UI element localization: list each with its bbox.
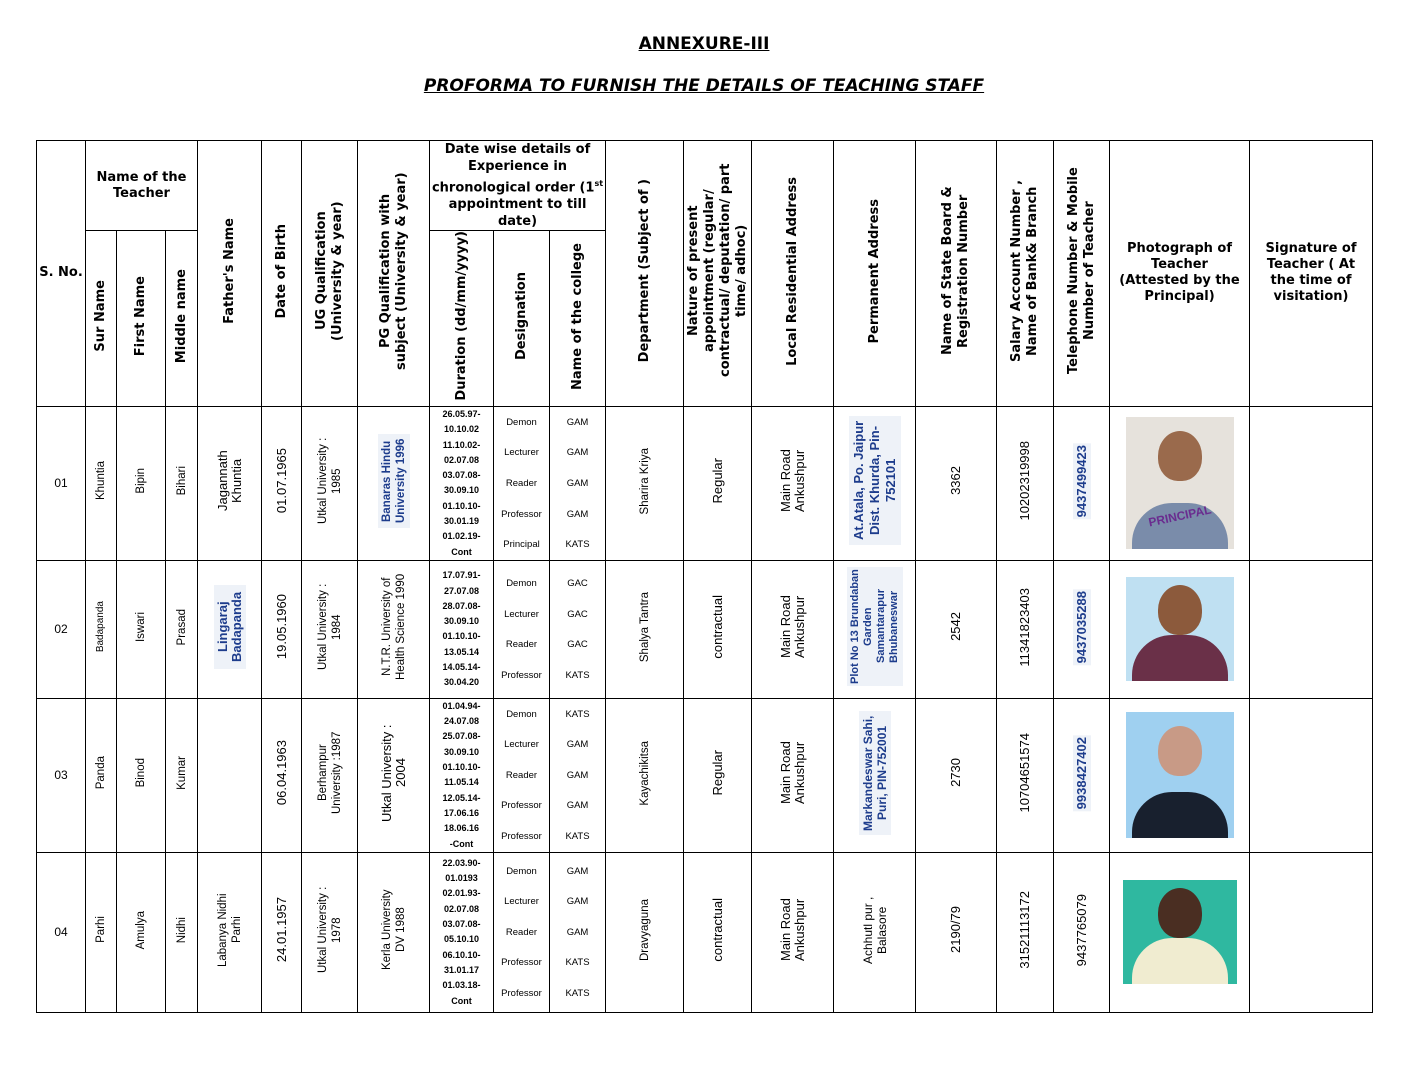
- signature-cell: [1250, 698, 1373, 852]
- dob-cell: 19.05.1960: [262, 560, 302, 698]
- photo-cell: [1110, 406, 1250, 560]
- header-designation: Designation: [494, 231, 550, 407]
- phone-cell: 9938427402: [1054, 698, 1110, 852]
- attestation-stamp: PRINCIPAL: [1146, 502, 1213, 530]
- ug-cell: Utkal University : 1984: [302, 560, 358, 698]
- designation-cell: Demon Lecturer Reader Professor Professor: [494, 852, 550, 1012]
- header-department: Department (Subject of ): [606, 141, 684, 407]
- sno-cell: 03: [37, 698, 86, 852]
- department-cell: Sharira Kriya: [606, 406, 684, 560]
- surname-cell: Panda: [86, 698, 117, 852]
- sno-cell: 04: [37, 852, 86, 1012]
- first-name-cell: Binod: [117, 698, 166, 852]
- college-cell: GAM GAM GAM GAM KATS: [550, 406, 606, 560]
- header-permanent-address: Permanent Address: [834, 141, 916, 407]
- middle-name-cell: Kumar: [166, 698, 198, 852]
- permanent-address-cell: Achhutl pur , Balasore: [834, 852, 916, 1012]
- salary-cell: 10202319998: [997, 406, 1054, 560]
- local-address-cell: Main Road Ankushpur: [752, 698, 834, 852]
- father-cell: Jagannath Khuntia: [198, 406, 262, 560]
- header-name-group: Name of the Teacher: [86, 141, 198, 231]
- ug-cell: Utkal University : 1978: [302, 852, 358, 1012]
- header-middle-name: Middle name: [166, 231, 198, 407]
- college-cell: GAM GAM GAM KATS KATS: [550, 852, 606, 1012]
- board-cell: 3362: [916, 406, 997, 560]
- dob-cell: 06.04.1963: [262, 698, 302, 852]
- pg-cell: Kerla University DV 1988: [358, 852, 430, 1012]
- face-shape: [1158, 888, 1202, 938]
- salary-cell: 10704651574: [997, 698, 1054, 852]
- ug-cell: Berhampur University :1987: [302, 698, 358, 852]
- dob-cell: 01.07.1965: [262, 406, 302, 560]
- local-address-cell: Main Road Ankushpur: [752, 560, 834, 698]
- designation-cell: Demon Lecturer Reader Professor Professor: [494, 698, 550, 852]
- body-shape: [1132, 792, 1228, 838]
- table-row: [37, 852, 1373, 1012]
- permanent-address-cell: At.Atala, Po. Jaipur Dist. Khurda, Pin- 752101: [834, 406, 916, 560]
- teacher-photo: [1123, 880, 1237, 984]
- header-first-name: First Name: [117, 231, 166, 407]
- sno-cell: 01: [37, 406, 86, 560]
- photo-cell: [1110, 560, 1250, 698]
- header-phone: Telephone Number & Mobile Number of Teacher: [1054, 141, 1110, 407]
- nature-cell: Regular: [684, 698, 752, 852]
- phone-cell: 9437499423: [1054, 406, 1110, 560]
- signature-cell: [1250, 852, 1373, 1012]
- nature-cell: contractual: [684, 852, 752, 1012]
- designation-cell: Demon Lecturer Reader Professor Principal: [494, 406, 550, 560]
- header-local-address: Local Residential Address: [752, 141, 834, 407]
- header-nature: Nature of present appointment (regular/ contractual/ deputation/ part time/ adhoc): [684, 141, 752, 407]
- first-name-cell: Iswari: [117, 560, 166, 698]
- face-shape: [1158, 585, 1202, 635]
- header-dob: Date of Birth: [262, 141, 302, 407]
- header-father: Father's Name: [198, 141, 262, 407]
- duration-cell: 26.05.97- 10.10.02 11.10.02- 02.07.08 03.07.08- 30.09.10 01.10.10- 30.01.19 01.02.19- Cont: [430, 406, 494, 560]
- board-cell: 2542: [916, 560, 997, 698]
- surname-cell: Badapanda: [86, 560, 117, 698]
- face-shape: [1158, 431, 1202, 481]
- middle-name-cell: Nidhi: [166, 852, 198, 1012]
- proforma-subtitle: PROFORMA TO FURNISH THE DETAILS OF TEACHING STAFF: [423, 76, 985, 96]
- salary-cell: 31521113172: [997, 852, 1054, 1012]
- permanent-address-cell: Markandeswar Sahi, Puri, PIN-752001: [834, 698, 916, 852]
- photo-cell: [1110, 698, 1250, 852]
- phone-cell: 9437035288: [1054, 560, 1110, 698]
- body-shape: [1132, 938, 1228, 984]
- face-shape: [1158, 726, 1202, 776]
- pg-cell: Banaras Hindu University 1996: [358, 406, 430, 560]
- pg-cell: Utkal University : 2004: [358, 698, 430, 852]
- middle-name-cell: Prasad: [166, 560, 198, 698]
- table-row: [37, 560, 1373, 698]
- teacher-photo: [1126, 417, 1234, 549]
- header-duration: Duration (dd/mm/yyyy): [430, 231, 494, 407]
- board-cell: 2190/79: [916, 852, 997, 1012]
- nature-cell: Regular: [684, 406, 752, 560]
- table-row: [37, 406, 1373, 560]
- header-experience-group: Date wise details of Experience in chronological order (1st appointment to till date): [430, 141, 606, 231]
- college-cell: KATS GAM GAM GAM KATS: [550, 698, 606, 852]
- phone-cell: 9437765079: [1054, 852, 1110, 1012]
- header-college: Name of the college: [550, 231, 606, 407]
- college-cell: GAC GAC GAC KATS: [550, 560, 606, 698]
- middle-name-cell: Bihari: [166, 406, 198, 560]
- signature-cell: [1250, 560, 1373, 698]
- nature-cell: contractual: [684, 560, 752, 698]
- teaching-staff-table: [36, 140, 1373, 1013]
- table-row: [37, 698, 1373, 852]
- duration-cell: 17.07.91- 27.07.08 28.07.08- 30.09.10 01.10.10- 13.05.14 14.05.14- 30.04.20: [430, 560, 494, 698]
- signature-cell: [1250, 406, 1373, 560]
- permanent-address-cell: Plot No 13 Brundaban Garden Samantarapur Bhubaneswar: [834, 560, 916, 698]
- ug-cell: Utkal University : 1985: [302, 406, 358, 560]
- teacher-photo: [1126, 577, 1234, 681]
- header-salary-account: Salary Account Number , Name of Bank& Branch: [997, 141, 1054, 407]
- header-surname: Sur Name: [86, 231, 117, 407]
- father-cell: Labanya Nidhi Parhi: [198, 852, 262, 1012]
- first-name-cell: Bipin: [117, 406, 166, 560]
- first-name-cell: Amulya: [117, 852, 166, 1012]
- salary-cell: 11341823403: [997, 560, 1054, 698]
- father-cell: [198, 698, 262, 852]
- header-state-board: Name of State Board & Registration Number: [916, 141, 997, 407]
- body-shape: [1132, 635, 1228, 681]
- header-sno: S. No.: [37, 141, 86, 407]
- header-photograph: Photograph of Teacher (Attested by the Principal): [1110, 141, 1250, 407]
- department-cell: Kayachikitsa: [606, 698, 684, 852]
- teacher-photo: [1126, 712, 1234, 838]
- header-signature: Signature of Teacher ( At the time of visitation): [1250, 141, 1373, 407]
- sno-cell: 02: [37, 560, 86, 698]
- dob-cell: 24.01.1957: [262, 852, 302, 1012]
- department-cell: Shalya Tantra: [606, 560, 684, 698]
- photo-cell: [1110, 852, 1250, 1012]
- designation-cell: Demon Lecturer Reader Professor: [494, 560, 550, 698]
- duration-cell: 22.03.90- 01.0193 02.01.93- 02.07.08 03.07.08- 05.10.10 06.10.10- 31.01.17 01.03.18- Cont: [430, 852, 494, 1012]
- duration-cell: 01.04.94- 24.07.08 25.07.08- 30.09.10 01.10.10- 11.05.14 12.05.14- 17.06.16 18.06.16 -Cont: [430, 698, 494, 852]
- pg-cell: N.T.R. University of Health Science 1990: [358, 560, 430, 698]
- board-cell: 2730: [916, 698, 997, 852]
- surname-cell: Khuntia: [86, 406, 117, 560]
- annexure-title: ANNEXURE-III: [638, 34, 770, 54]
- surname-cell: Parhi: [86, 852, 117, 1012]
- father-cell: Lingaraj Badapanda: [198, 560, 262, 698]
- header-ug: UG Qualification (University & year): [302, 141, 358, 407]
- header-pg: PG Qualification with subject (University & year): [358, 141, 430, 407]
- department-cell: Dravyaguna: [606, 852, 684, 1012]
- local-address-cell: Main Road Ankushpur: [752, 852, 834, 1012]
- local-address-cell: Main Road Ankushpur: [752, 406, 834, 560]
